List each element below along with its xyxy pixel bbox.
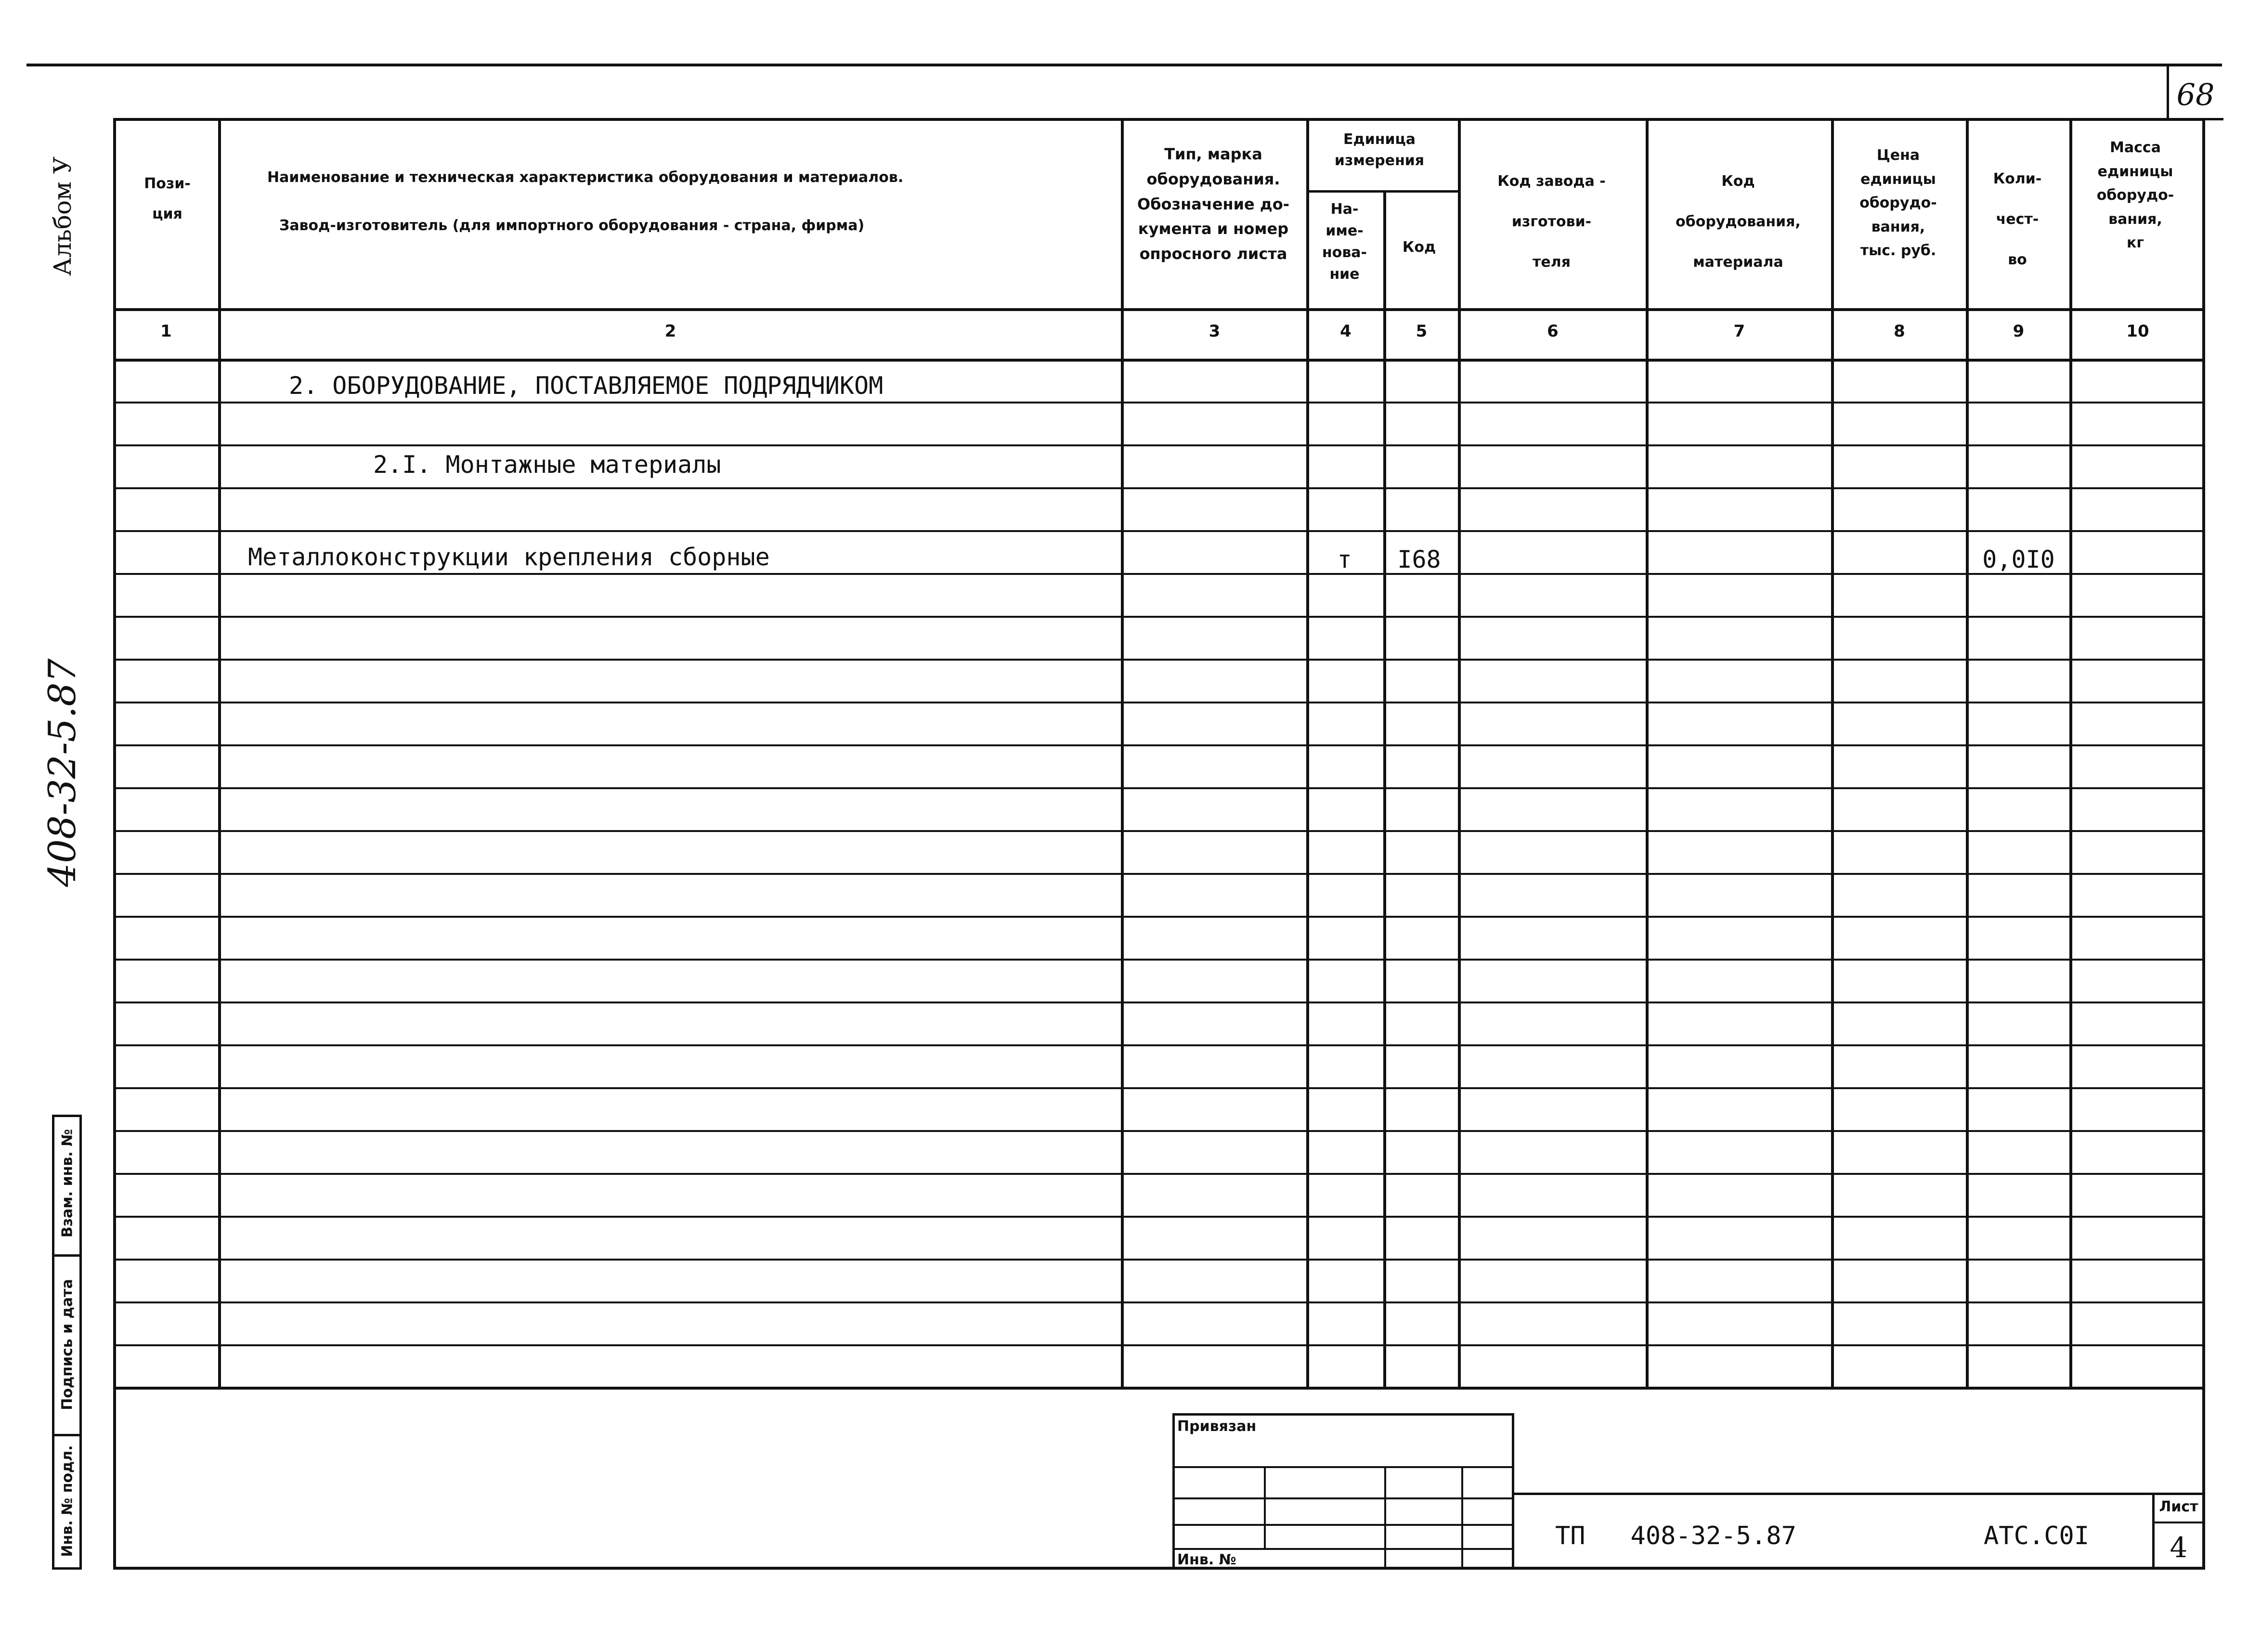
table-row-line [113,873,2205,875]
privyazan-vline-3 [1461,1466,1463,1570]
table-row-line [113,1344,2205,1346]
column-number: 3 [1208,322,1221,341]
header-quantity: Коли- чест- во [1993,170,2042,268]
header-factory-code: Код завода - изготови- теля [1497,173,1606,271]
header-unit-name: На- име- нова- ние [1322,201,1367,283]
table-row-line [113,1259,2205,1261]
list-label: Лист [2159,1498,2198,1515]
header-bottom-line [113,308,2205,311]
table-row-line [113,444,2205,446]
header-name-line2: Завод-изготовитель (для импортного оборудования - страна, фирма) [279,217,865,234]
item-unit-code: I68 [1397,546,1441,573]
table-row-line [113,1130,2205,1132]
privyazan-label: Привязан [1177,1418,1257,1435]
column-number: 6 [1547,322,1559,341]
album-label: Альбом У [49,156,77,276]
column-number: 7 [1733,322,1745,341]
document-code: ТП 408-32-5.87 [1555,1522,1796,1550]
column-number: 9 [2013,322,2025,341]
column-number: 10 [2126,322,2149,341]
privyazan-vline-2 [1384,1466,1386,1570]
table-row-line [113,702,2205,703]
column-number: 5 [1416,322,1428,341]
stamp-inv-label: Инв. № подл. [59,1445,76,1557]
item-unit-name: т [1337,546,1352,573]
table-row-line [113,1002,2205,1003]
privyazan-vline-1 [1264,1466,1266,1548]
column-number: 8 [1894,322,1905,341]
page-number: 68 [2176,77,2215,112]
table-row-line [113,916,2205,918]
table-row-line [113,787,2205,789]
column-number: 2 [664,322,676,341]
section-title: 2. ОБОРУДОВАНИЕ, ПОСТАВЛЯЕМОЕ ПОДРЯДЧИКОМ [289,372,884,400]
table-row-line [113,1173,2205,1175]
table-row-line [113,1087,2205,1089]
stamp-podpis-label: Подпись и дата [59,1279,76,1410]
table-bottom-line [113,1387,2205,1390]
item-name: Металлоконструкции крепления сборные [248,543,770,571]
stamp-vzam-label: Взам. инв. № [59,1129,76,1238]
doc-handwritten-number: 408-32-5.87 [41,658,84,887]
table-row-line [113,402,2205,403]
table-row-line [113,530,2205,532]
column-number: 4 [1340,322,1351,341]
table-row-line [113,1301,2205,1303]
header-equipment-code: Код оборудования, материала [1676,173,1801,271]
header-type: Тип, марка оборудования. Обозначение до- кумента и номер опросного листа [1137,145,1289,263]
header-mass: Масса единицы оборудо- вания, кг [2096,139,2174,251]
subsection-title: 2.I. Монтажные материалы [373,451,721,479]
header-name-line1: Наименование и техническая характеристика оборудования и материалов. [267,169,904,186]
title-block-top-line [1514,1493,2205,1495]
table-row-line [113,1044,2205,1046]
table-row-line [113,487,2205,489]
unit-group-divider [1307,190,1459,193]
list-number: 4 [2170,1531,2188,1564]
table-row-line [113,959,2205,961]
list-divider [2152,1522,2205,1523]
table-row-line [113,659,2205,661]
column-number: 1 [160,322,172,341]
item-quantity: 0,0I0 [1982,546,2055,573]
header-position: Пози- ция [144,175,191,222]
table-row-line [113,616,2205,618]
column-number-row-line [113,359,2205,362]
header-unit-code: Код [1402,239,1436,256]
inv-no-label: Инв. № [1177,1551,1236,1568]
header-price: Цена единицы оборудо- вания, тыс. руб. [1859,147,1937,259]
table-row-line [113,1216,2205,1218]
table-row-line [113,573,2205,575]
header-unit-group: Единица измерения [1334,131,1425,169]
sheet-code: АТС.С0I [1984,1522,2090,1550]
table-row-line [113,830,2205,832]
table-row-line [113,744,2205,746]
